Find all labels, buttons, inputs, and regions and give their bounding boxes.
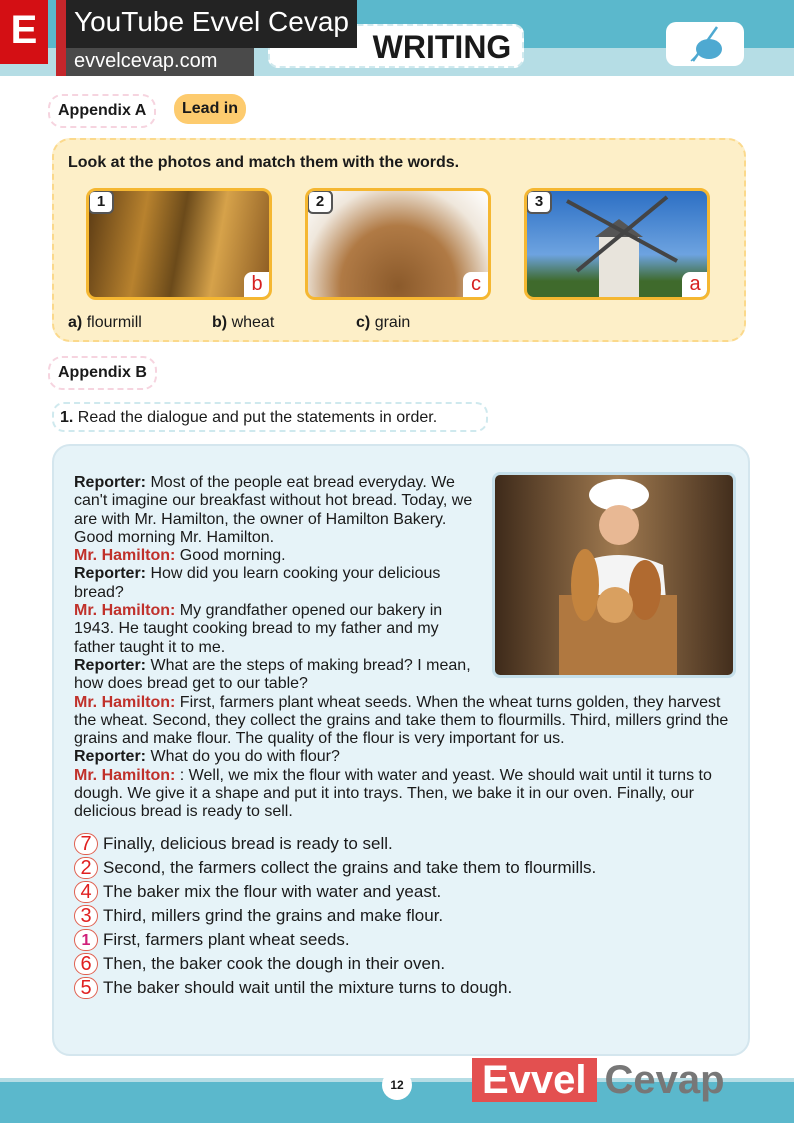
word-option: b) wheat xyxy=(212,314,275,331)
dialogue-instruction: 1. Read the dialogue and put the statements in order. xyxy=(52,402,488,432)
statement-item: 1 First, farmers plant wheat seeds. xyxy=(74,928,730,952)
statement-item: 4 The baker mix the flour with water and yeast. xyxy=(74,880,730,904)
statement-list xyxy=(74,832,730,1000)
hamilton-label: Mr. Hamilton: xyxy=(74,766,176,784)
statement-item: 5 The baker should wait until the mixture turns to dough. xyxy=(74,976,730,1000)
photo-answer: b xyxy=(244,272,270,298)
statement-item: 6 Then, the baker cook the dough in their oven. xyxy=(74,952,730,976)
order-answer[interactable]: 3 xyxy=(74,905,98,927)
order-answer[interactable]: 4 xyxy=(74,881,98,903)
appendix-b-tag: Appendix B xyxy=(48,356,157,390)
reporter-label: Reporter: xyxy=(74,474,147,491)
statement-item: 2 Second, the farmers collect the grains and take them to flourmills. xyxy=(74,856,730,880)
hamilton-label: Mr. Hamilton: xyxy=(74,693,176,711)
word-option: c) grain xyxy=(356,314,411,331)
hamilton-label: Mr. Hamilton: xyxy=(74,547,176,565)
statement-item: 7 Finally, delicious bread is ready to sell. xyxy=(74,832,730,856)
evvel-cevap-watermark: Evvel Cevap xyxy=(472,1058,725,1103)
order-answer[interactable]: 1 xyxy=(74,929,98,951)
hamilton-label: Mr. Hamilton: xyxy=(74,602,176,620)
evvel-logo: E xyxy=(0,0,48,64)
page-title: WRITING xyxy=(268,24,524,68)
writing-hand-icon xyxy=(666,22,744,66)
dialogue-box xyxy=(52,444,750,1056)
site-banner: evvelcevap.com xyxy=(66,48,254,76)
photo-grain xyxy=(305,188,491,300)
photo-windmill xyxy=(524,188,710,300)
page-number: 12 xyxy=(382,1070,412,1100)
logo-bar xyxy=(56,0,66,76)
appendix-a-tag: Appendix A xyxy=(48,94,156,128)
photo-wheat xyxy=(86,188,272,300)
reporter-label: Reporter: xyxy=(74,656,147,674)
lead-in-tag: Lead in xyxy=(174,94,246,124)
word-option: a) flourmill xyxy=(68,314,142,331)
photo-answer: c xyxy=(463,272,489,298)
order-answer[interactable]: 5 xyxy=(74,977,98,999)
baker-photo xyxy=(492,472,736,678)
reporter-label: Reporter: xyxy=(74,748,147,766)
dialogue: Reporter: Most of the people eat bread everyday. We can't imagine our breakfast without hot bread. Today, we are with Mr. Hamilton, the owner of Hamilton Bakery. Good morning Mr. Hamilton. Mr. Hamilton: Good morning. Reporter: How did you learn cooking your delicious bread? Mr. Hamilton: My grandfather opened our bakery in 1943. He taught cooking bread to my father and my father taught it to me. Reporter: What are the steps of making bread? I mean, how does bread get to our table? Mr. Hamilton: First, farmers plant wheat seeds. When the wheat turns golden, they harvest the wheat. Second, they collect the grains and take them to flourmills. Third, millers grind the grains and make flour. The quality of the flour is very important for us. Reporter: What do you do with flour? Mr. Hamilton: : Well, we mix the flour with water and yeast. We should wait until it turns to dough. We give it a shape and put it into trays. Then, we bake it in our oven. Finally, our delicious bread is ready to sell. xyxy=(74,474,734,822)
order-answer[interactable]: 2 xyxy=(74,857,98,879)
matching-exercise xyxy=(52,138,746,342)
photo-number: 2 xyxy=(307,190,333,214)
youtube-banner: YouTube Evvel Cevap xyxy=(66,0,357,48)
photo-number: 1 xyxy=(88,190,114,214)
order-answer[interactable]: 7 xyxy=(74,833,98,855)
photo-answer: a xyxy=(682,272,708,298)
statement-item: 3 Third, millers grind the grains and make flour. xyxy=(74,904,730,928)
order-answer[interactable]: 6 xyxy=(74,953,98,975)
photo-number: 3 xyxy=(526,190,552,214)
matching-instruction: Look at the photos and match them with the words. xyxy=(68,154,460,171)
reporter-label: Reporter: xyxy=(74,565,147,583)
